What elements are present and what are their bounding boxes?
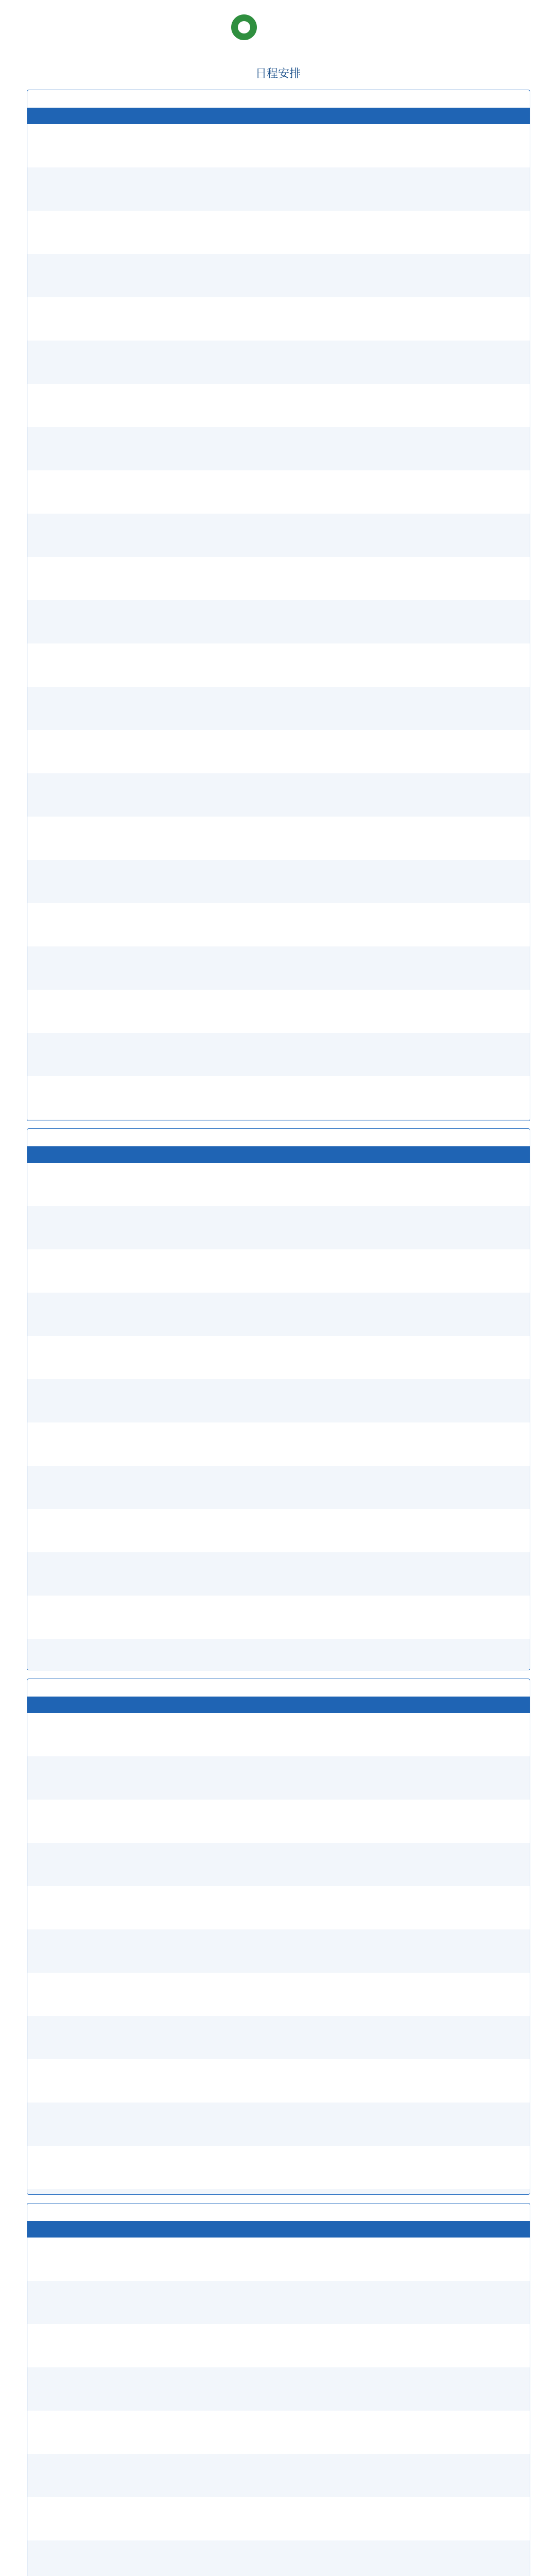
table-header: [27, 2221, 530, 2238]
schedule-rows: [27, 1713, 530, 2194]
schedule-table-subforum-1: [27, 1128, 530, 1670]
column-host: [473, 1146, 530, 1163]
section-title: [27, 90, 530, 108]
page-frame: [27, 0, 529, 2576]
column-content: [105, 1146, 473, 1163]
column-time: [27, 108, 105, 124]
column-host: [473, 2221, 530, 2238]
section-title: [27, 1679, 530, 1697]
column-time: [27, 2221, 105, 2238]
section-title: [27, 1129, 530, 1146]
column-host: [473, 1697, 530, 1713]
header-logo: [27, 13, 529, 41]
schedule-rows: [27, 124, 530, 1121]
schedule-table-subforum-2: [27, 1679, 530, 2195]
column-time: [27, 1146, 105, 1163]
column-time: [27, 1697, 105, 1713]
column-content: [105, 1697, 473, 1713]
section-title: [27, 2204, 530, 2221]
column-content: [105, 108, 473, 124]
schedule-rows: [27, 2238, 530, 2576]
table-header: [27, 1697, 530, 1713]
page-subtitle: 日程安排: [255, 67, 301, 80]
table-header: [27, 108, 530, 124]
schedule-table-main: [27, 90, 530, 1121]
column-content: [105, 2221, 473, 2238]
schedule-table-subforum-3: [27, 2203, 530, 2576]
table-header: [27, 1146, 530, 1163]
association-logo-icon: [231, 14, 257, 40]
column-host: [473, 108, 530, 124]
schedule-rows: [27, 1163, 530, 1670]
